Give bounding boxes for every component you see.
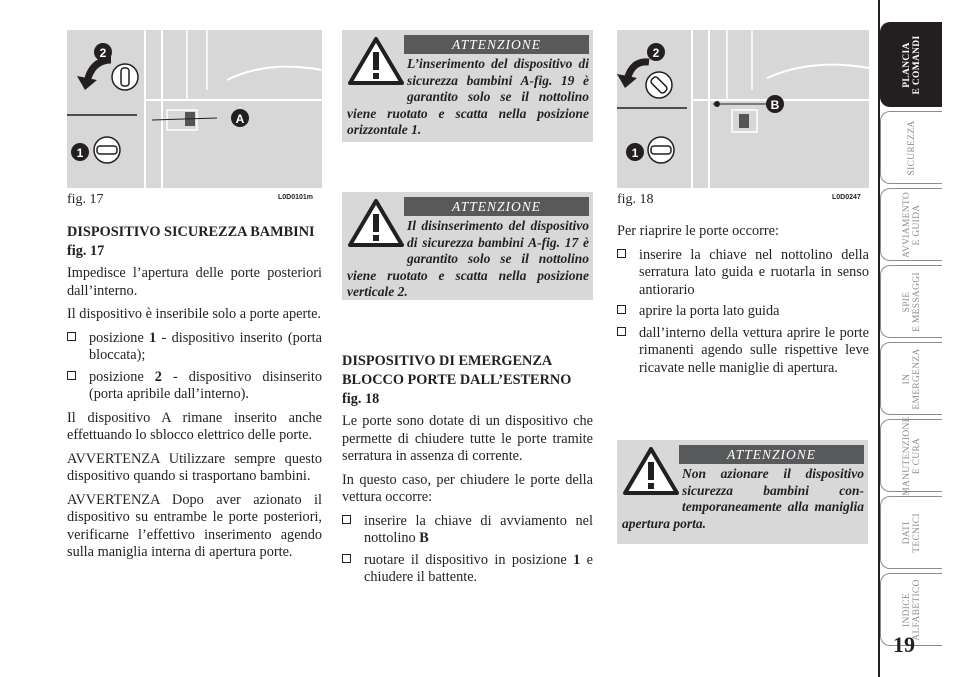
tab-manutenzione-e-cura[interactable]: MANUTENZIONE E CURA <box>880 419 942 492</box>
paragraph: Il dispositivo A rimane inserito anche effettuando lo sblocco elettrico delle porte. <box>67 409 322 443</box>
tab-spie-e-messaggi[interactable]: SPIE E MESSAGGI <box>880 265 942 338</box>
tab-indice-alfabetico[interactable]: INDICE ALFABETICO <box>880 573 942 646</box>
warning-text: Il disinserimento del dispositivo di sicurezza bambini A-fig. 17 è garantito solo se il nottolino viene ruotato e scatta nella posizione verticale 2. <box>347 218 589 299</box>
tab-divider <box>878 0 880 677</box>
warning-text: L’inserimento del dispositivo di sicurezza bambini A-fig. 19 è garantito solo se il nottolino viene ruotato e scatta nella posizione orizzontale 1. <box>347 56 589 137</box>
section-heading-child-safety: DISPOSITIVO SICUREZZA BAMBINI fig. 17 <box>67 224 315 259</box>
paragraph: Il dispositivo è inseribile solo a porte aperte. <box>67 306 322 322</box>
column-1 <box>67 223 322 568</box>
section-heading-emergency-lock: DISPOSITIVO DI EMERGENZA BLOCCO PORTE DALL’ESTERNO fig. 18 <box>342 353 572 407</box>
tab-dati-tecnici[interactable]: DATI TECNICI <box>880 496 942 569</box>
paragraph: Impedisce l’apertura delle porte posteriori dall’interno. <box>67 265 322 299</box>
checkbox-bullet-icon <box>617 305 626 314</box>
figure-17-caption: fig. 17 <box>67 192 104 207</box>
fig18-label-2: 2 <box>652 46 660 60</box>
tab-plancia-e-comandi[interactable]: PLANCIA E COMANDI <box>880 22 942 107</box>
figure-17 <box>67 30 322 188</box>
warning-box <box>342 30 593 142</box>
paragraph: In questo caso, per chiudere le porte della vettura occorre: <box>342 471 593 505</box>
paragraph: AVVERTENZA Dopo aver azionato il dispositivo su entrambe le porte posteriori, verificarne l’effettivo inserimento agendo sulla maniglia interna di apertura porte. <box>67 491 322 560</box>
list-item: dall’interno della vettura aprire le porte rimanenti agendo sulle rispettive leve ricavate nelle maniglie di apertura. <box>617 325 869 378</box>
warning-header: ATTENZIONE <box>404 35 589 54</box>
page-number: 19 <box>893 632 915 657</box>
warning-header: ATTENZIONE <box>679 445 864 464</box>
door-lock-illustration <box>617 30 869 188</box>
warning-box <box>617 440 868 544</box>
tab-avviamento-e-guida[interactable]: AVVIAMENTO E GUIDA <box>880 188 942 261</box>
checkbox-bullet-icon <box>617 327 626 336</box>
figure-18 <box>617 30 869 188</box>
checkbox-bullet-icon <box>342 554 351 563</box>
checkbox-bullet-icon <box>617 249 626 258</box>
list-item: ruotare il dispositivo in posizione 1 e chiudere il battente. <box>342 552 593 587</box>
warning-text: Non azionare il dispositivo sicurezza bambini contemporaneamente alla maniglia apertura porta. <box>622 466 864 531</box>
child-lock-illustration <box>67 30 322 188</box>
paragraph: Per riaprire le porte occorre: <box>617 223 779 239</box>
tab-sicurezza[interactable]: SICUREZZA <box>880 111 942 184</box>
figure-18-caption: fig. 18 <box>617 192 654 207</box>
list-item: inserire la chiave nel nottolino della serratura lato guida e ruotarla in senso antiorario <box>617 247 869 300</box>
list-item: posizione 1 - dispositivo inserito (porta bloccata); <box>67 330 322 365</box>
warning-header: ATTENZIONE <box>404 197 589 216</box>
figure-17-code: L0D0101m <box>278 194 314 201</box>
list-item: inserire la chiave di avviamento nel nottolino B <box>342 513 593 548</box>
paragraph: Le porte sono dotate di un dispositivo che permette di chiudere tutte le porte tramite serratura in assenza di corrente. <box>342 413 593 464</box>
column-3 <box>617 223 869 381</box>
fig17-label-2: 2 <box>99 46 107 60</box>
checkbox-bullet-icon <box>67 371 76 380</box>
column-2 <box>342 352 593 591</box>
fig17-label-a: A <box>235 112 245 126</box>
checkbox-bullet-icon <box>342 515 351 524</box>
paragraph: AVVERTENZA Utilizzare sempre questo dispositivo quando si trasportano bambini. <box>67 450 322 484</box>
fig18-label-b: B <box>770 98 780 112</box>
fig18-label-1: 1 <box>631 146 639 160</box>
fig17-label-1: 1 <box>76 146 84 160</box>
warning-box <box>342 192 593 300</box>
tab-in-emergenza[interactable]: IN EMERGENZA <box>880 342 942 415</box>
list-item: posizione 2 - dispositivo disinserito (porta apribile dall’interno). <box>67 369 322 404</box>
checkbox-bullet-icon <box>67 332 76 341</box>
list-item: aprire la porta lato guida <box>617 303 869 321</box>
figure-18-code: L0D0247 <box>832 194 861 201</box>
